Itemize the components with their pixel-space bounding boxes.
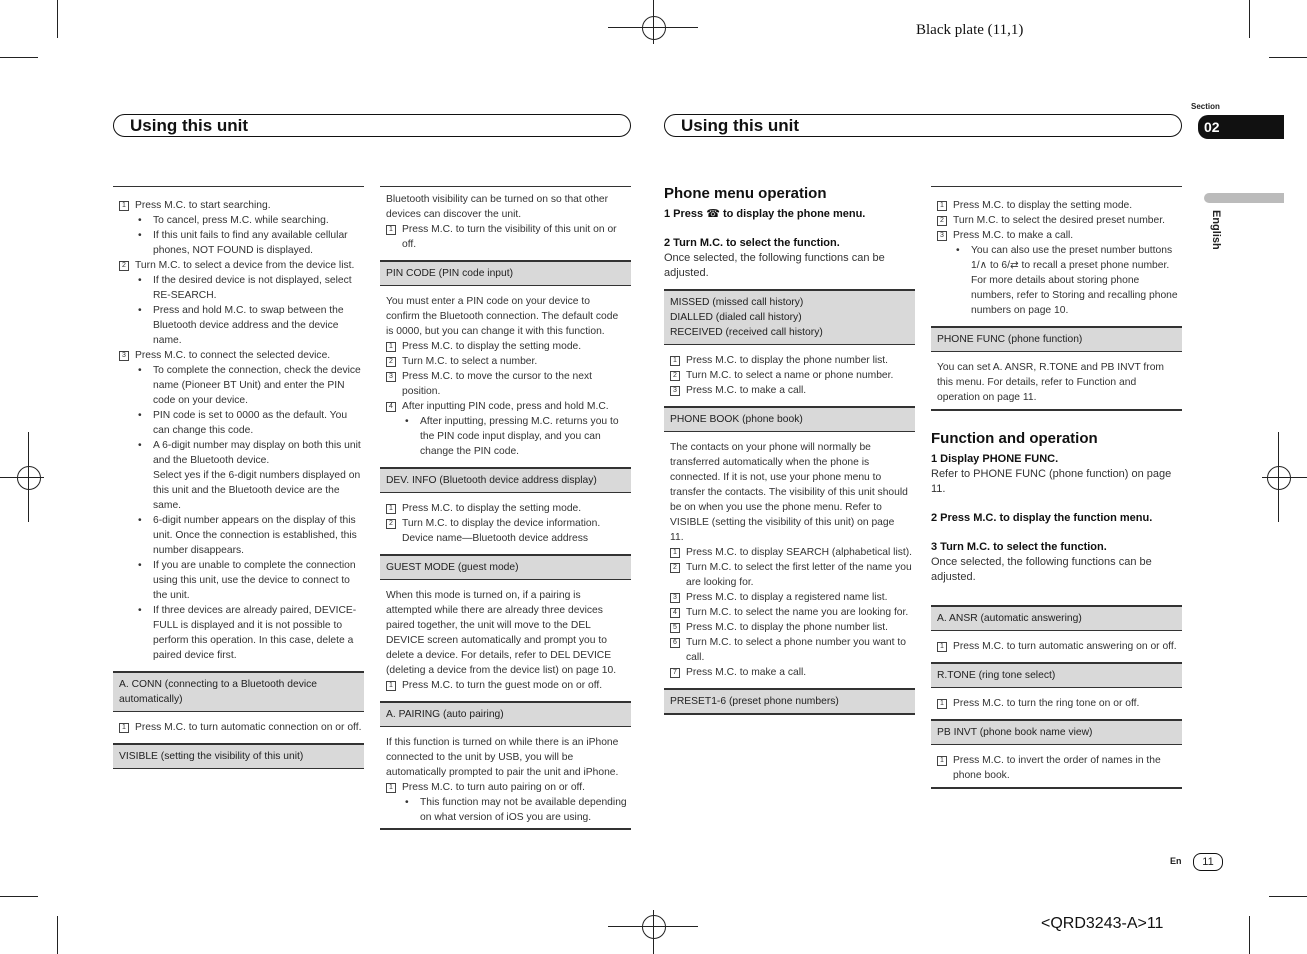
- step-heading: 2 Turn M.C. to select the function.: [664, 237, 840, 249]
- function-box: VISIBLE (setting the visibility of this unit): [113, 743, 364, 769]
- page-language: En: [1170, 856, 1182, 866]
- list-item: 2 Turn M.C. to select a name or phone number.: [664, 368, 915, 383]
- list-item: 1 Press M.C. to turn auto pairing on or off.: [380, 780, 631, 795]
- crop-mark: [1249, 916, 1250, 954]
- list-item: • PIN code is set to 0000 as the default. You can change this code.: [113, 408, 364, 438]
- step-heading: 1 Display PHONE FUNC.: [931, 453, 1059, 465]
- list-item: 1 Press M.C. to start searching.: [113, 198, 364, 213]
- list-item: 7 Press M.C. to make a call.: [664, 665, 915, 680]
- list-item: 1 Press M.C. to turn the ring tone on or off.: [931, 696, 1182, 711]
- plate-label: Black plate (11,1): [916, 22, 1024, 38]
- column-2: [380, 186, 631, 830]
- list-item: 2 Turn M.C. to select a device from the device list.: [113, 258, 364, 273]
- list-item: 1 Press M.C. to turn the visibility of this unit on or off.: [380, 222, 631, 252]
- paragraph: The contacts on your phone will normally be transferred automatically when the phone is connected. If it is not, use your phone menu to transfer the contacts. The visibility of this unit should be on when you use the phone menu. Refer to VISIBLE (setting the visibility of this unit) on page 11.: [670, 442, 908, 543]
- list-item: • A 6-digit number may display on both this unit and the Bluetooth device.: [113, 438, 364, 468]
- paragraph: Once selected, the following functions can be adjusted.: [664, 252, 885, 279]
- list-item: 2 Turn M.C. to select the first letter of the name you are looking for.: [664, 560, 915, 590]
- list-item: 1 Press M.C. to invert the order of names in the phone book.: [931, 753, 1182, 789]
- list-item: 6 Turn M.C. to select a phone number you want to call.: [664, 635, 915, 665]
- function-box: A. CONN (connecting to a Bluetooth device automatically): [113, 671, 364, 712]
- paragraph: If this function is turned on while there is an iPhone connected to the unit by USB, you will be automatically prompted to pair the unit and iPhone.: [386, 737, 619, 778]
- list-item: 3 Press M.C. to make a call.: [664, 383, 915, 398]
- crop-mark: [57, 916, 58, 954]
- list-item: 1 Press M.C. to display the setting mode.: [931, 198, 1182, 213]
- list-item: 2 Turn M.C. to select the desired preset number.: [931, 213, 1182, 228]
- crop-mark: [57, 0, 58, 38]
- column-1: [113, 186, 364, 777]
- column-3: [664, 184, 915, 723]
- list-item: 1 Press M.C. to display SEARCH (alphabetical list).: [664, 545, 915, 560]
- registration-mark: [17, 466, 41, 490]
- paragraph: Bluetooth visibility can be turned on so that other devices can discover the unit.: [386, 194, 609, 220]
- language-tab-bar: [1204, 193, 1284, 203]
- section-label: Section: [1191, 102, 1220, 111]
- function-box: GUEST MODE (guest mode): [380, 554, 631, 580]
- list-item: • If this unit fails to find any available cellular phones, NOT FOUND is displayed.: [113, 228, 364, 258]
- step-heading: 2 Press M.C. to display the function menu.: [931, 512, 1153, 524]
- paragraph: You must enter a PIN code on your device to confirm the Bluetooth connection. The default code is 0000, but you can change it with this function.: [386, 296, 619, 337]
- crop-mark: [1269, 57, 1307, 58]
- registration-mark: [1267, 466, 1291, 490]
- paragraph: Refer to PHONE FUNC (phone function) on page 11.: [931, 468, 1172, 495]
- function-box: MISSED (missed call history) DIALLED (dialed call history) RECEIVED (received call history): [664, 289, 915, 345]
- list-item: 3 Press M.C. to connect the selected device.: [113, 348, 364, 363]
- list-item: 1 Press M.C. to display the setting mode.: [380, 501, 631, 516]
- function-box: PB INVT (phone book name view): [931, 719, 1182, 745]
- page-number: 11: [1193, 853, 1223, 871]
- list-item: • To complete the connection, check the device name (Pioneer BT Unit) and enter the PIN code on your device.: [113, 363, 364, 408]
- crop-mark: [0, 896, 38, 897]
- function-box: DEV. INFO (Bluetooth device address display): [380, 467, 631, 493]
- step-heading: 3 Turn M.C. to select the function.: [931, 541, 1107, 553]
- list-item: Select yes if the 6-digit numbers displayed on this unit and the Bluetooth device are the same.: [153, 470, 361, 511]
- list-item: 3 Press M.C. to move the cursor to the next position.: [380, 369, 631, 399]
- list-item: • You can also use the preset number buttons 1/∧ to 6/⇄ to recall a preset phone number. For more details about storing phone numbers, refer to Storing and recalling phone numbers on page 10.: [931, 243, 1182, 318]
- list-item: • If you are unable to complete the connection using this unit, use the device to connect to the unit.: [113, 558, 364, 603]
- language-tab: English: [1210, 210, 1222, 250]
- list-item: 1 Press M.C. to display the setting mode.: [380, 339, 631, 354]
- function-box: PHONE BOOK (phone book): [664, 406, 915, 432]
- list-item: 5 Press M.C. to display the phone number list.: [664, 620, 915, 635]
- document-code: <QRD3243-A>11: [1041, 915, 1164, 932]
- list-item: • To cancel, press M.C. while searching.: [113, 213, 364, 228]
- section-title: Function and operation: [931, 430, 1098, 447]
- list-item: • This function may not be available depending on what version of iOS you are using.: [380, 795, 631, 830]
- step-heading: 1 Press ☎ to display the phone menu.: [664, 208, 866, 220]
- list-item: 1 Press M.C. to turn automatic connection on or off.: [113, 720, 364, 735]
- paragraph: You can set A. ANSR, R.TONE and PB INVT from this menu. For details, refer to Function and operation on page 11.: [931, 360, 1182, 411]
- crop-mark: [1249, 0, 1250, 38]
- list-item: • After inputting, pressing M.C. returns you to the PIN code input display, and you can change the PIN code.: [380, 414, 631, 459]
- list-item: • 6-digit number appears on the display of this unit. Once the connection is established, this number disappears.: [113, 513, 364, 558]
- list-item: 4 After inputting PIN code, press and hold M.C.: [380, 399, 631, 414]
- list-item: • Press and hold M.C. to swap between the Bluetooth device address and the device name.: [113, 303, 364, 348]
- list-item: 3 Press M.C. to make a call.: [931, 228, 1182, 243]
- function-box: PRESET1-6 (preset phone numbers): [664, 688, 915, 715]
- function-box: PIN CODE (PIN code input): [380, 260, 631, 286]
- left-header: Using this unit: [113, 114, 631, 137]
- registration-mark: [642, 16, 666, 40]
- section-title: Phone menu operation: [664, 185, 827, 202]
- function-box: A. PAIRING (auto pairing): [380, 701, 631, 727]
- list-item: 2 Turn M.C. to display the device information. Device name—Bluetooth device address: [380, 516, 631, 546]
- list-item: 1 Press M.C. to turn the guest mode on or off.: [380, 678, 631, 693]
- section-number: 02: [1198, 115, 1284, 139]
- list-item: 4 Turn M.C. to select the name you are looking for.: [664, 605, 915, 620]
- list-item: 3 Press M.C. to display a registered name list.: [664, 590, 915, 605]
- registration-mark: [642, 915, 666, 939]
- list-item: 1 Press M.C. to turn automatic answering on or off.: [931, 639, 1182, 654]
- list-item: • If the desired device is not displayed, select RE-SEARCH.: [113, 273, 364, 303]
- crop-mark: [0, 57, 38, 58]
- list-item: 2 Turn M.C. to select a number.: [380, 354, 631, 369]
- right-header: Using this unit: [664, 114, 1182, 137]
- function-box: PHONE FUNC (phone function): [931, 326, 1182, 352]
- list-item: 1 Press M.C. to display the phone number list.: [664, 353, 915, 368]
- paragraph: When this mode is turned on, if a pairing is attempted while there are already three devices paired together, the unit will move to the DEL DEVICE screen automatically and prompt you to delete a device. For details, refer to DEL DEVICE (deleting a device from the device list) on page 10.: [386, 590, 617, 676]
- list-item: • If three devices are already paired, DEVICE-FULL is displayed and it is not possible to perform this operation. In this case, delete a paired device first.: [113, 603, 364, 663]
- function-box: R.TONE (ring tone select): [931, 662, 1182, 688]
- paragraph: Once selected, the following functions can be adjusted.: [931, 556, 1152, 583]
- function-box: A. ANSR (automatic answering): [931, 605, 1182, 631]
- column-4: [931, 186, 1182, 789]
- crop-mark: [1269, 896, 1307, 897]
